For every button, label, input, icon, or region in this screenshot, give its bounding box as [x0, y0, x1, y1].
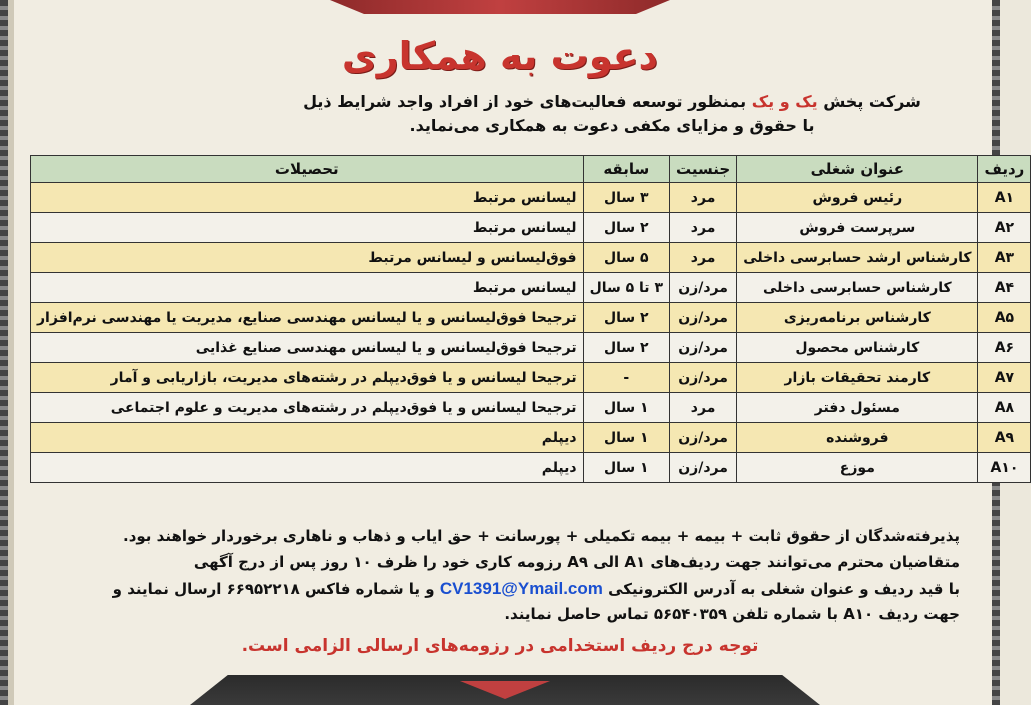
row-experience: ۱ سال	[583, 393, 669, 423]
row-education: ترجیحا فوق‌لیسانس و یا لیسانس مهندسی صنایع غذایی	[31, 333, 584, 363]
table-row	[31, 243, 1031, 273]
row-job-title: کارشناس حسابرسی داخلی	[737, 273, 978, 303]
row-code: A۶	[978, 333, 1031, 363]
row-gender: مرد/زن	[669, 423, 736, 453]
row-gender: مرد	[669, 243, 736, 273]
row-job-title: مسئول دفتر	[737, 393, 978, 423]
row-gender: مرد	[669, 213, 736, 243]
phone-note: جهت ردیف A۱۰ با شماره تلفن ۵۶۵۴۰۳۵۹ تماس حاصل نمایند.	[504, 605, 960, 623]
row-job-title: کارشناس محصول	[737, 333, 978, 363]
row-education: لیسانس مرتبط	[31, 183, 584, 213]
table-row	[31, 273, 1031, 303]
application-note-line-1: متقاضیان محترم می‌توانند جهت ردیف‌های A۱ الی A۹ رزومه کاری خود را ظرف ۱۰ روز پس از درج آگهی	[193, 553, 960, 571]
row-job-title: موزع	[737, 453, 978, 483]
row-experience: ۲ سال	[583, 213, 669, 243]
row-code: A۱۰	[978, 453, 1031, 483]
intro-prefix: شرکت پخش	[823, 92, 921, 111]
row-experience: ۱ سال	[583, 423, 669, 453]
row-job-title: کارشناس ارشد حسابرسی داخلی	[737, 243, 978, 273]
ad-title: دعوت به همکاری	[341, 34, 659, 78]
top-ribbon-decoration	[330, 0, 670, 14]
application-note-prefix: با قید ردیف و عنوان شغلی به آدرس الکترونیکی	[608, 580, 960, 598]
row-experience: -	[583, 363, 669, 393]
row-education: لیسانس مرتبط	[31, 273, 584, 303]
row-experience: ۳ سال	[583, 183, 669, 213]
row-gender: مرد/زن	[669, 273, 736, 303]
row-gender: مرد/زن	[669, 333, 736, 363]
row-code: A۹	[978, 423, 1031, 453]
table-row	[31, 183, 1031, 213]
row-education: ترجیحا لیسانس و یا فوق‌دیپلم در رشته‌های مدیریت و علوم اجتماعی	[31, 393, 584, 423]
row-education: دیپلم	[31, 423, 584, 453]
table-row	[31, 213, 1031, 243]
row-gender: مرد/زن	[669, 363, 736, 393]
row-code: A۴	[978, 273, 1031, 303]
table-row	[31, 363, 1031, 393]
row-gender: مرد	[669, 183, 736, 213]
row-job-title: رئیس فروش	[737, 183, 978, 213]
table-header-row	[31, 156, 1031, 183]
row-experience: ۲ سال	[583, 333, 669, 363]
table-row	[31, 303, 1031, 333]
header-education: تحصیلات	[31, 156, 584, 183]
header-experience: سابقه	[583, 156, 669, 183]
row-education: دیپلم	[31, 453, 584, 483]
jobs-table	[30, 155, 1031, 483]
table-row	[31, 453, 1031, 483]
application-note-suffix: و یا شماره فاکس ۶۶۹۵۲۲۱۸ ارسال نمایند و	[112, 580, 435, 598]
warning-note: توجه درج ردیف استخدامی در رزومه‌های ارسالی الزامی است.	[241, 636, 759, 656]
intro-line-1-rest: بمنظور توسعه فعالیت‌های خود از افراد واجد شرایط ذیل	[303, 92, 747, 111]
row-code: A۱	[978, 183, 1031, 213]
header-gender: جنسیت	[669, 156, 736, 183]
table-row	[31, 333, 1031, 363]
benefits-note: پذیرفته‌شدگان از حقوق ثابت + بیمه + بیمه تکمیلی + پورسانت + حق ایاب و ذهاب و ناهاری برخوردار خواهند بود.	[123, 527, 960, 545]
row-job-title: فروشنده	[737, 423, 978, 453]
header-row-number: ردیف	[978, 156, 1031, 183]
company-name: یک و یک	[751, 92, 818, 111]
row-experience: ۲ سال	[583, 303, 669, 333]
intro-line-2: با حقوق و مزایای مکفی دعوت به همکاری می‌نماید.	[409, 116, 815, 135]
intro-line-1	[252, 92, 972, 111]
row-experience: ۱ سال	[583, 453, 669, 483]
row-gender: مرد/زن	[669, 303, 736, 333]
row-code: A۷	[978, 363, 1031, 393]
row-education: فوق‌لیسانس و لیسانس مرتبط	[31, 243, 584, 273]
bottom-ribbon-decoration	[190, 675, 820, 705]
row-code: A۳	[978, 243, 1031, 273]
row-code: A۸	[978, 393, 1031, 423]
row-code: A۵	[978, 303, 1031, 333]
application-note-line-2	[60, 579, 960, 599]
row-gender: مرد/زن	[669, 453, 736, 483]
header-job-title: عنوان شغلی	[737, 156, 978, 183]
row-experience: ۵ سال	[583, 243, 669, 273]
row-job-title: سرپرست فروش	[737, 213, 978, 243]
table-row	[31, 423, 1031, 453]
left-border-decoration	[0, 0, 8, 705]
row-education: لیسانس مرتبط	[31, 213, 584, 243]
row-job-title: کارمند تحقیقات بازار	[737, 363, 978, 393]
row-job-title: کارشناس برنامه‌ریزی	[737, 303, 978, 333]
row-education: ترجیحا لیسانس و یا فوق‌دیپلم در رشته‌های مدیریت، بازاریابی و آمار	[31, 363, 584, 393]
email-link[interactable]: CV1391@Ymail.com	[439, 579, 603, 598]
row-gender: مرد	[669, 393, 736, 423]
row-education: ترجیحا فوق‌لیسانس و یا لیسانس مهندسی صنایع، مدیریت یا مهندسی نرم‌افزار	[31, 303, 584, 333]
row-experience: ۳ تا ۵ سال	[583, 273, 669, 303]
row-code: A۲	[978, 213, 1031, 243]
table-row	[31, 393, 1031, 423]
